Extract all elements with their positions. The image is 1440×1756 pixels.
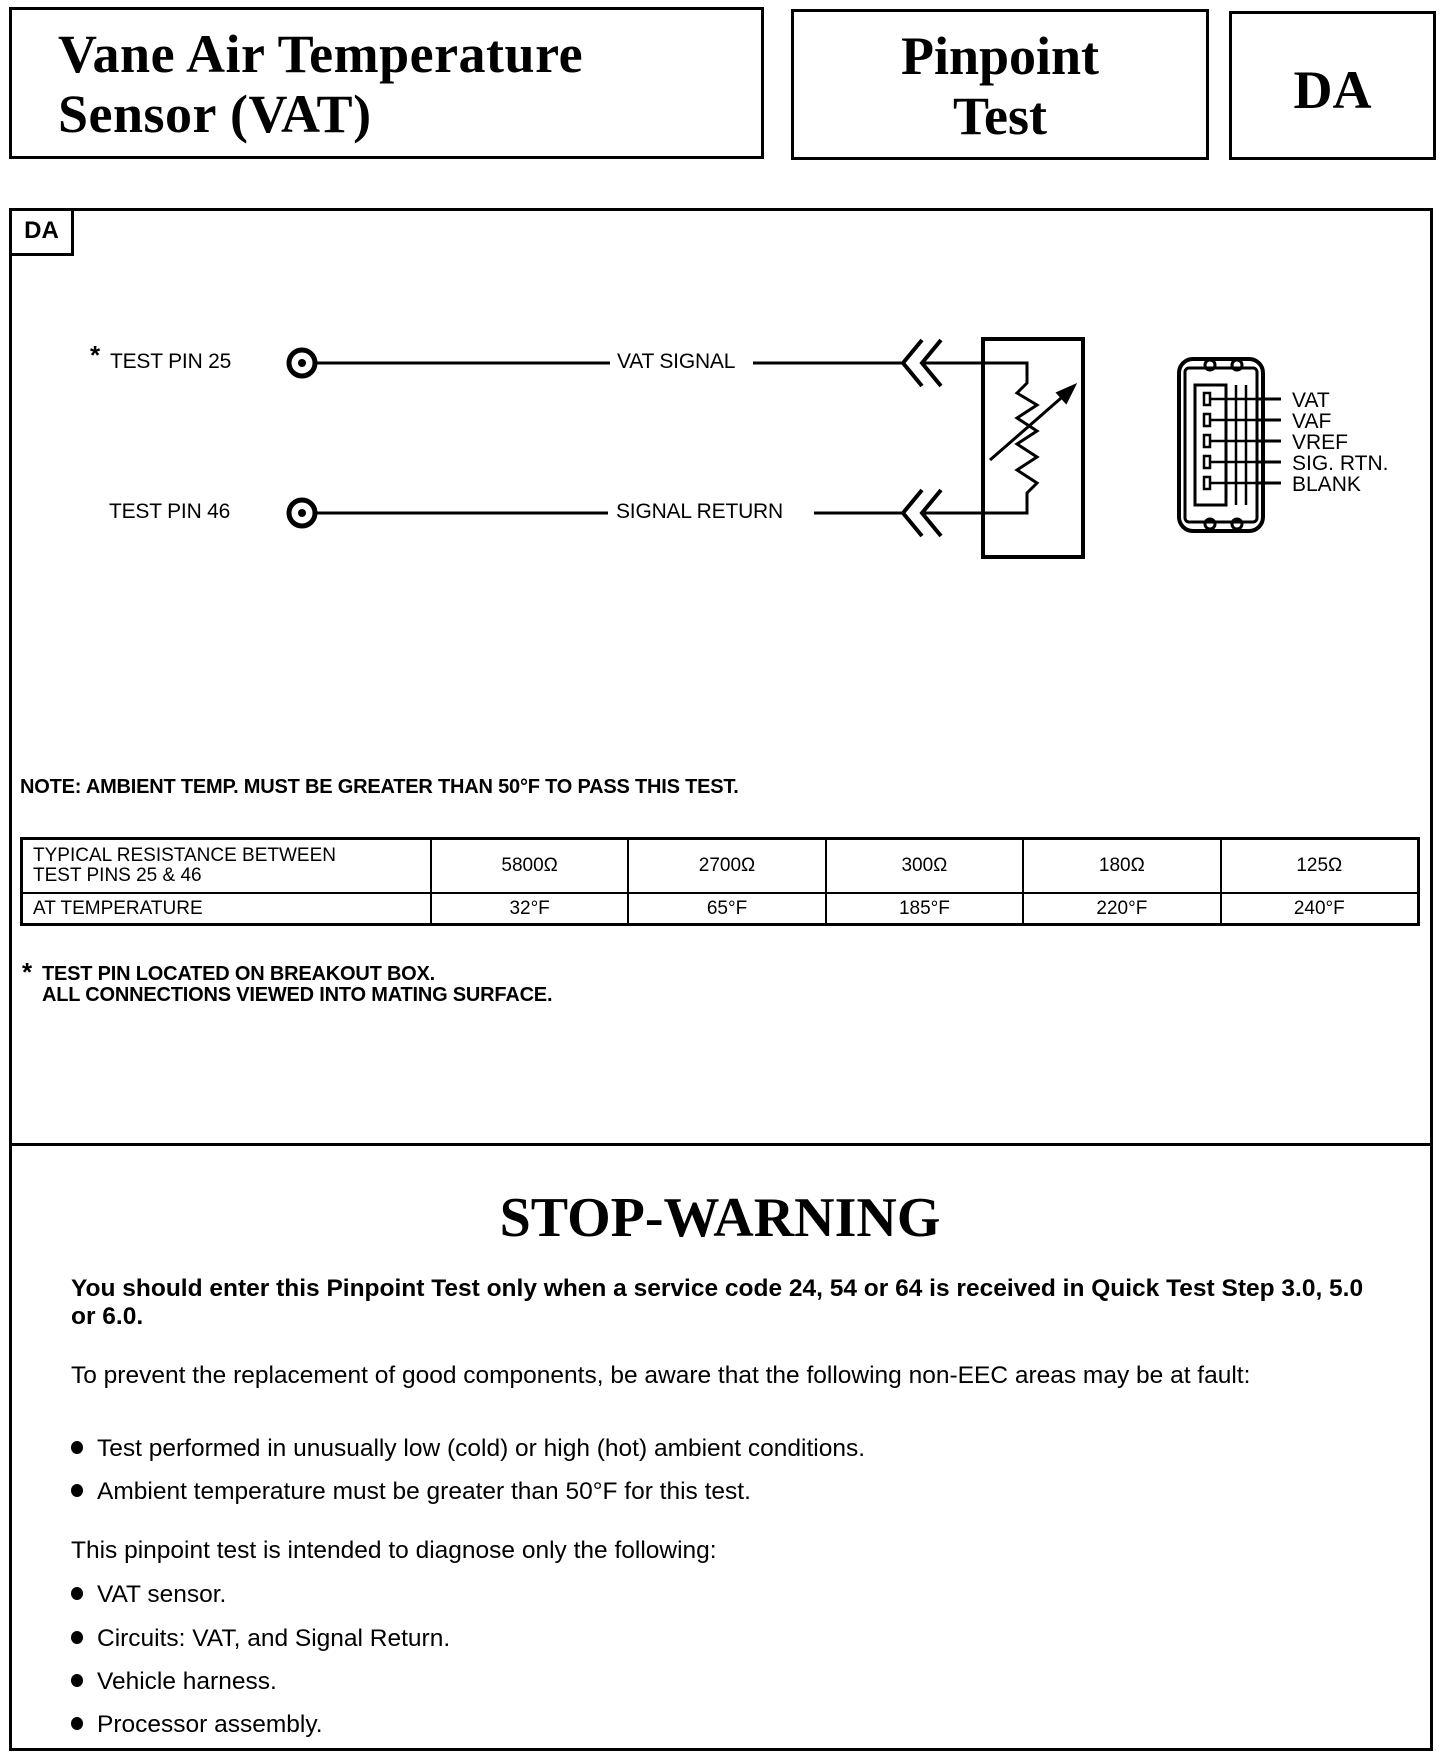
resistance-cell: 180Ω xyxy=(1023,839,1220,894)
diagnose-intro: This pinpoint test is intended to diagnose only the following: xyxy=(71,1537,717,1564)
test-pin-46-label: TEST PIN 46 xyxy=(109,500,231,523)
stop-warning-title: STOP-WARNING xyxy=(499,1187,941,1249)
bullet-icon xyxy=(71,1441,83,1454)
pin-25-asterisk: * xyxy=(90,340,101,370)
list-item-text: Circuits: VAT, and Signal Return. xyxy=(97,1625,451,1652)
footnote-asterisk: * xyxy=(22,957,33,987)
connector-label-blank: BLANK xyxy=(1292,473,1361,496)
list-item xyxy=(71,1581,226,1609)
sensor-connector-face-icon xyxy=(1179,359,1263,531)
test-code: DA xyxy=(1293,60,1372,120)
wiring-diagram xyxy=(0,0,1440,620)
connector-label-vaf: VAF xyxy=(1292,410,1332,433)
list-item xyxy=(71,1668,277,1696)
connector-label-vat: VAT xyxy=(1292,389,1330,412)
list-item-text: Vehicle harness. xyxy=(97,1668,277,1695)
resistance-cell: 5800Ω xyxy=(431,839,628,894)
title-line-2: Sensor (VAT) xyxy=(58,84,372,144)
test-pin-25-jack-icon xyxy=(289,350,315,376)
bullet-icon xyxy=(71,1674,83,1687)
resistance-header-line-1: TYPICAL RESISTANCE BETWEEN xyxy=(33,845,336,866)
list-item-text: Ambient temperature must be greater than 50°F for this test. xyxy=(97,1478,751,1505)
connector-pin-labels xyxy=(1292,390,1388,495)
table-row xyxy=(22,839,1419,894)
warning-prevent-text: To prevent the replacement of good components, be aware that the following non-EEC areas may be at fault: xyxy=(71,1362,1251,1389)
test-pin-46-jack-icon xyxy=(289,500,315,526)
temperature-row-header: AT TEMPERATURE xyxy=(22,893,431,925)
temperature-cell: 185°F xyxy=(826,893,1023,925)
table-row xyxy=(22,893,1419,925)
sensor-housing xyxy=(983,339,1083,557)
footnote-line-2: ALL CONNECTIONS VIEWED INTO MATING SURFACE. xyxy=(42,984,553,1006)
resistance-cell: 125Ω xyxy=(1221,839,1419,894)
signal-return-label: SIGNAL RETURN xyxy=(616,500,783,523)
list-item-text: Test performed in unusually low (cold) or high (hot) ambient conditions. xyxy=(97,1435,866,1462)
ambient-temp-note: NOTE: AMBIENT TEMP. MUST BE GREATER THAN 50°F TO PASS THIS TEST. xyxy=(20,776,739,798)
title-line-1: Vane Air Temperature xyxy=(58,24,584,84)
test-type-line-2: Test xyxy=(952,86,1048,146)
resistance-header-line-2: TEST PINS 25 & 46 xyxy=(33,865,202,886)
section-tag: DA xyxy=(9,208,74,256)
resistance-cell: 300Ω xyxy=(826,839,1023,894)
connector-leads xyxy=(1257,399,1281,483)
resistance-table xyxy=(20,837,1420,926)
footnote-line-1: TEST PIN LOCATED ON BREAKOUT BOX. xyxy=(42,963,436,985)
list-item-text: Processor assembly. xyxy=(97,1711,323,1738)
bullet-icon xyxy=(71,1587,83,1600)
thermistor-icon xyxy=(983,363,1074,513)
section-divider xyxy=(9,1143,1433,1146)
vat-signal-label: VAT SIGNAL xyxy=(617,350,736,373)
resistance-cell: 2700Ω xyxy=(628,839,825,894)
connector-pins xyxy=(1204,385,1257,505)
connector-label-vref: VREF xyxy=(1292,431,1349,454)
list-item-text: VAT sensor. xyxy=(97,1581,227,1608)
connector-label-sig-rtn: SIG. RTN. xyxy=(1292,452,1389,475)
test-type-line-1: Pinpoint xyxy=(900,26,1100,86)
list-item xyxy=(71,1625,450,1653)
temperature-cell: 65°F xyxy=(628,893,825,925)
temperature-cell: 32°F xyxy=(431,893,628,925)
test-pin-25-label: TEST PIN 25 xyxy=(110,350,232,373)
list-item xyxy=(71,1711,323,1739)
bullet-icon xyxy=(71,1484,83,1497)
temperature-cell: 240°F xyxy=(1221,893,1419,925)
warning-intro: You should enter this Pinpoint Test only when a service code 24, 54 or 64 is received in Quick Test Step 3.0, 5.0 or 6.0. xyxy=(71,1275,1364,1330)
list-item xyxy=(71,1435,865,1463)
bullet-icon xyxy=(71,1631,83,1644)
temperature-cell: 220°F xyxy=(1023,893,1220,925)
resistance-row-header xyxy=(22,839,431,894)
list-item xyxy=(71,1478,751,1506)
bullet-icon xyxy=(71,1717,83,1730)
